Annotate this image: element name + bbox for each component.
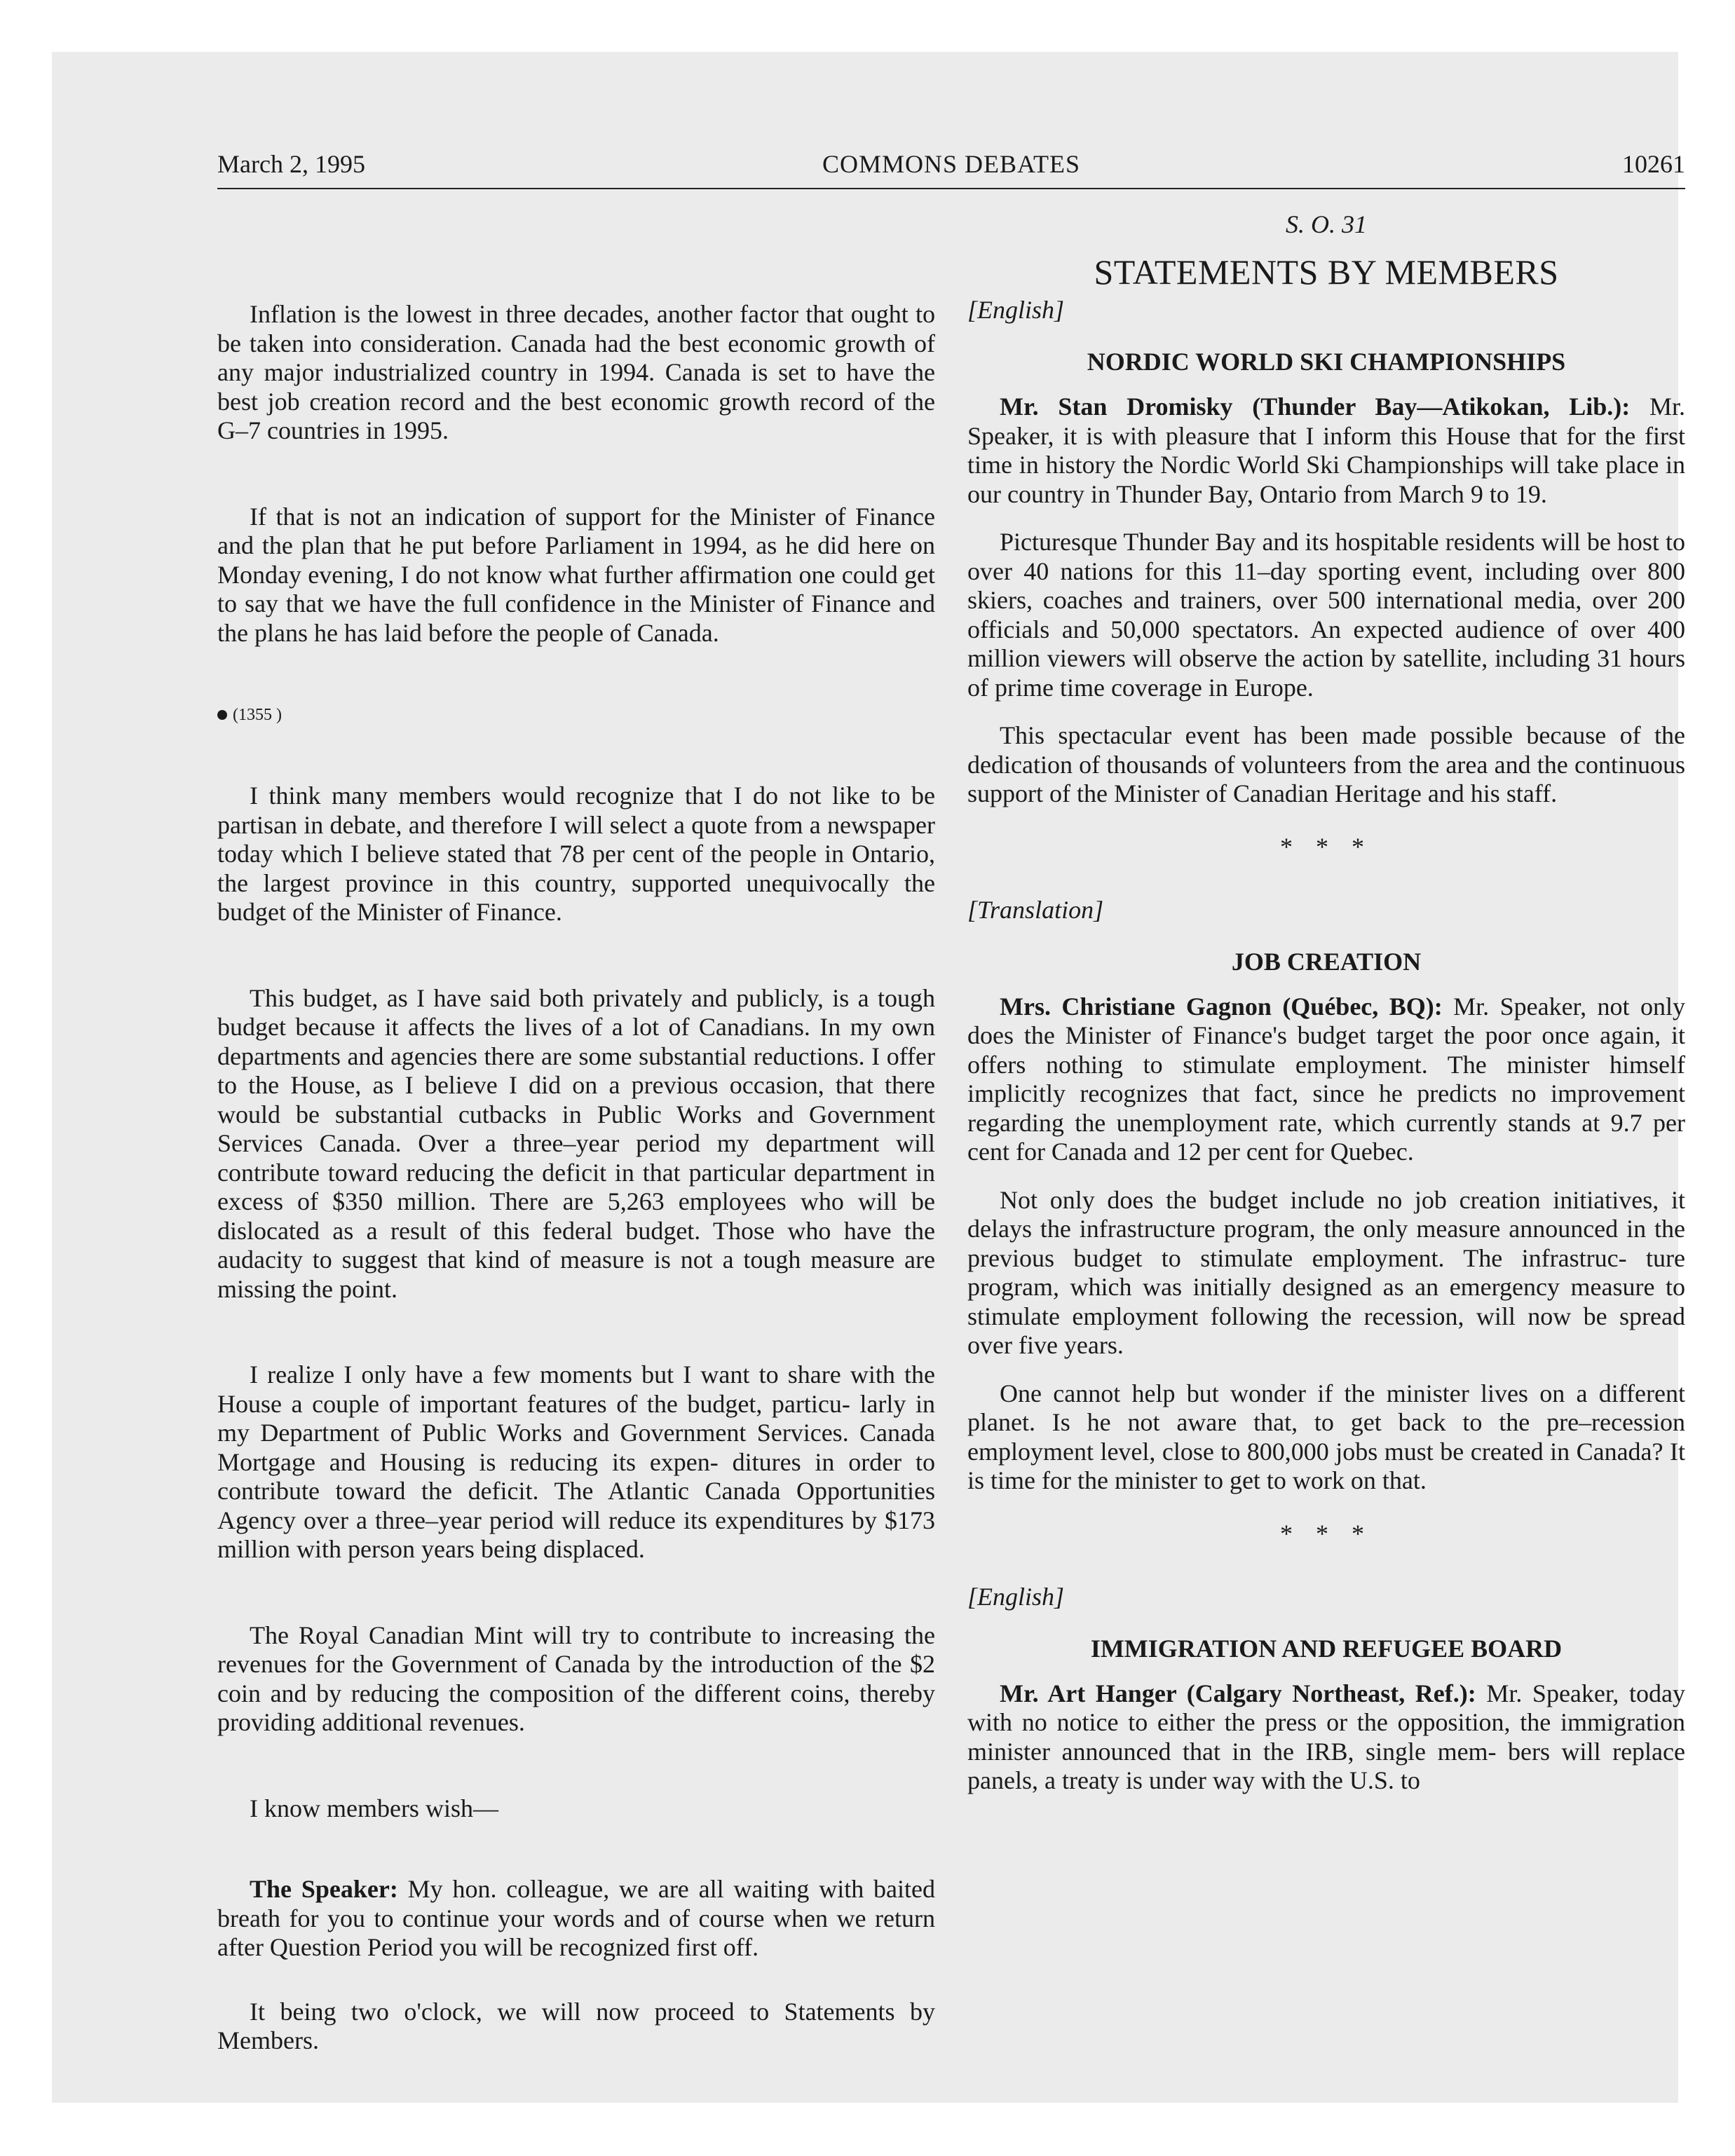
speaker-paragraph bbox=[967, 1679, 1685, 1796]
speaker-text: My hon. colleague, we are all waiting with baited breath for you to continue your words and of course when we return after Question Period you will be recognized first off. bbox=[217, 1875, 936, 1961]
section-title: STATEMENTS BY MEMBERS bbox=[1094, 252, 1559, 292]
paragraph: This budget, as I have said both privately and publicly, is a tough budget because it affects the lives of a lot of Canadians. In my own departments and agencies there are some substantial reductions. I offer to the House, as I believe I did on a previous occasion, that there would be substantial cutbacks in Public Works and Government Services Canada. Over a three–year period my department will contribute toward reducing the deficit in that particular department in excess of $350 million. There are 5,263 employees who will be dislocated as a result of this federal budget. Those who have the audacity to suggest that kind of measure is not a tough measure are missing the point. bbox=[217, 983, 935, 1303]
paragraph: Not only does the budget include no job creation initiatives, it delays the infrastructure program, the only measure announced in the previous budget to stimulate employment. The infrastruc- ture program, which was initially designed as an emergency measure to stimulate employment following the recession, will now be spread over five years. bbox=[967, 1185, 1685, 1359]
paragraph: Picturesque Thunder Bay and its hospitable residents will be host to over 40 nations for this 11–day sporting event, including over 800 skiers, coaches and trainers, over 500 international media, over 200 officials and 50,000 spectators. An expected audience of over 400 million viewers will observe the action by satellite, including 31 hours of prime time coverage in Europe. bbox=[967, 528, 1685, 702]
separator-stars: * * * bbox=[1280, 1519, 1373, 1548]
paragraph: This spectacular event has been made possible because of the dedication of thousands of volunteers from the area and the continuous support of the Minister of Canadian Heritage and his staff. bbox=[967, 721, 1685, 807]
paragraph: Inflation is the lowest in three decades, another factor that ought to be taken into consideration. Canada had the best economic growth of any major industrialized country in 1994. Canada is set to have the best job creation record and the best economic growth record of the G–7 countries in 1995. bbox=[217, 300, 935, 444]
speaker-name: Mrs. Christiane Gagnon (Québec, BQ): bbox=[1000, 992, 1443, 1021]
timestamp bbox=[217, 704, 935, 725]
paragraph: It being two o'clock, we will now proceed to Statements by Members. bbox=[217, 1997, 935, 2054]
paragraph: If that is not an indication of support for the Minister of Finance and the plan that he put before Parliament in 1994, as he did here on Monday evening, I do not know what further affirmation one could get to say that we have the full confidence in the Minister of Finance and the plans he has laid before the people of Canada. bbox=[217, 502, 935, 647]
speaker-name: Mr. Art Hanger (Calgary Northeast, Ref.): bbox=[1000, 1679, 1476, 1707]
standing-order: S. O. 31 bbox=[1286, 210, 1367, 238]
speaker-paragraph bbox=[217, 1875, 935, 1963]
header-page-number: 10261 bbox=[1622, 150, 1685, 178]
paragraph: I know members wish— bbox=[250, 1794, 498, 1822]
statement-heading: NORDIC WORLD SKI CHAMPIONSHIPS bbox=[1087, 348, 1566, 376]
page-content bbox=[217, 149, 1686, 2054]
statement-heading: IMMIGRATION AND REFUGEE BOARD bbox=[1090, 1634, 1563, 1663]
header-rule bbox=[217, 188, 1685, 189]
page-header bbox=[217, 149, 1685, 188]
timestamp-text: (1355 ) bbox=[233, 706, 282, 724]
speaker-name: Mr. Stan Dromisky (Thunder Bay—Atikokan, Lib.): bbox=[1000, 393, 1631, 421]
right-column bbox=[967, 210, 1686, 1815]
paragraph: I realize I only have a few moments but I want to share with the House a couple of important features of the budget, particu- larly in my Department of Public Works and Government Services. Canada Mortgage and Housing is reducing its expen- ditures in order to contribute toward the deficit. The Atlantic Canada Opportunities Agency over a three–year period will reduce its expenditures by $173 million with person years being displaced. bbox=[217, 1360, 935, 1563]
header-title: COMMONS DEBATES bbox=[822, 150, 1081, 178]
left-column bbox=[217, 217, 935, 2113]
language-tag: [Translation] bbox=[967, 895, 1104, 924]
bullet-icon bbox=[217, 710, 227, 720]
speaker-text: Mr. Speaker, it is with pleasure that I inform this House that for the first time in history the Nordic World Ski Championships will take place in our country in Thunder Bay, Ontario from March 9 to 19. bbox=[967, 393, 1686, 508]
speaker-paragraph bbox=[967, 992, 1685, 1167]
speaker-paragraph bbox=[967, 393, 1685, 509]
language-tag: [English] bbox=[967, 1582, 1065, 1611]
paragraph: I think many members would recognize that I do not like to be partisan in debate, and therefore I will select a quote from a newspaper today which I believe stated that 78 per cent of the people in Ontario, the largest province in this country, supported unequivocally the budget of the Minister of Finance. bbox=[217, 782, 935, 926]
speaker-text: Mr. Speaker, not only does the Minister of Finance's budget target the poor once again, it offers nothing to stimulate employment. The minister himself implicitly recognizes that fact, since he predicts no improvement regarding the unemployment rate, which currently stands at 9.7 per cent for Canada and 12 per cent for Quebec. bbox=[967, 992, 1685, 1166]
statement-heading: JOB CREATION bbox=[1231, 947, 1422, 976]
paragraph: The Royal Canadian Mint will try to contribute to increasing the revenues for the Government of Canada by the introduction of the $2 coin and by reducing the composition of the different coins, thereby providing additional revenues. bbox=[217, 1621, 935, 1736]
paragraph: One cannot help but wonder if the minister lives on a different planet. Is he not aware that, to get back to the pre–recession employment level, close to 800,000 jobs must be created in Canada? It is time for the minister to get to work on that. bbox=[967, 1379, 1685, 1494]
language-tag: [English] bbox=[967, 296, 1065, 324]
separator-stars: * * * bbox=[1280, 832, 1373, 861]
header-date: March 2, 1995 bbox=[217, 150, 365, 178]
speaker-text: Mr. Speaker, today with no notice to either the press or the opposition, the immigration minister announced that in the IRB, single mem- bers will replace panels, a treaty is under way with the U.S. to bbox=[967, 1679, 1685, 1794]
scanned-page bbox=[52, 52, 1686, 2103]
speaker-name: The Speaker: bbox=[250, 1875, 398, 1903]
